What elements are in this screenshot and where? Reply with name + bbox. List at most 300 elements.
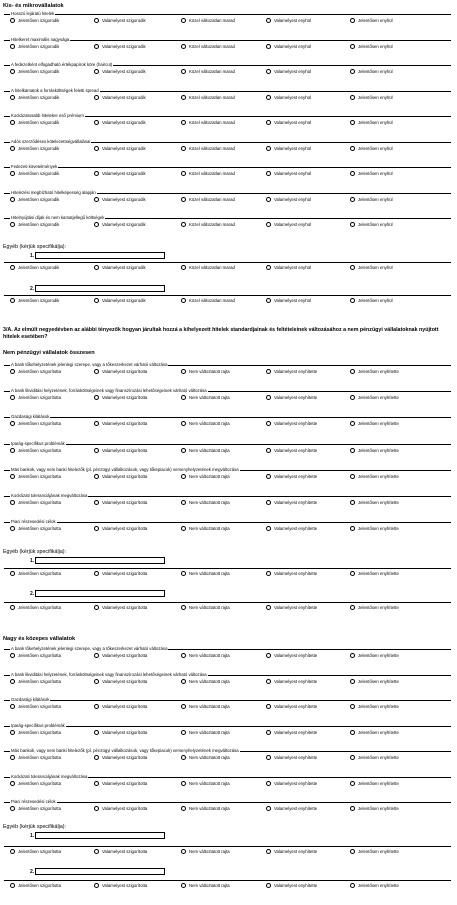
small-item-4-option-3[interactable] xyxy=(181,95,235,100)
small-item-7-option-5[interactable] xyxy=(350,171,393,176)
small-item-2-option-1[interactable] xyxy=(10,44,59,49)
radio-button-icon[interactable] xyxy=(10,883,15,888)
small-item-8-option-3[interactable] xyxy=(181,197,235,202)
nonfin-item-6-option-2[interactable] xyxy=(94,500,147,505)
radio-button-icon[interactable] xyxy=(350,448,355,453)
small-item-9-option-4[interactable] xyxy=(266,222,311,227)
large-item-4-option-4[interactable] xyxy=(266,730,317,735)
large-other-input-2[interactable] xyxy=(35,868,165,875)
radio-button-icon[interactable] xyxy=(266,883,271,888)
small-item-7-option-3[interactable] xyxy=(181,171,235,176)
small-item-9-option-5[interactable] xyxy=(350,222,393,227)
other-row-5-option-2[interactable] xyxy=(94,849,147,854)
nonfin-item-2-option-2[interactable] xyxy=(94,395,147,400)
large-item-2-option-4[interactable] xyxy=(266,679,317,684)
nonfin-item-1-option-4[interactable] xyxy=(266,369,317,374)
radio-button-icon[interactable] xyxy=(10,421,15,426)
radio-button-icon[interactable] xyxy=(350,474,355,479)
radio-button-icon[interactable] xyxy=(10,571,15,576)
radio-button-icon[interactable] xyxy=(266,421,271,426)
radio-button-icon[interactable] xyxy=(350,883,355,888)
radio-button-icon[interactable] xyxy=(266,369,271,374)
radio-button-icon[interactable] xyxy=(181,806,186,811)
radio-button-icon[interactable] xyxy=(10,146,15,151)
radio-button-icon[interactable] xyxy=(266,605,271,610)
small-item-5-option-4[interactable] xyxy=(266,120,311,125)
large-item-6-option-2[interactable] xyxy=(94,781,147,786)
nonfin-item-2-option-3[interactable] xyxy=(181,395,230,400)
group-divider xyxy=(4,522,451,523)
radio-button-icon[interactable] xyxy=(181,730,186,735)
radio-button-icon[interactable] xyxy=(350,526,355,531)
nonfin-item-4-option-1[interactable] xyxy=(10,448,61,453)
large-item-4-option-5[interactable] xyxy=(350,730,399,735)
nonfin-item-2-option-4[interactable] xyxy=(266,395,317,400)
nonfin-item-1-option-3[interactable] xyxy=(181,369,230,374)
radio-button-icon[interactable] xyxy=(266,781,271,786)
other-row-4-option-2[interactable] xyxy=(94,605,147,610)
radio-button-icon[interactable] xyxy=(94,146,99,151)
radio-button-icon[interactable] xyxy=(94,44,99,49)
small-item-1-option-4[interactable] xyxy=(266,18,311,23)
small-item-6-option-5[interactable] xyxy=(350,146,393,151)
other-row-1-option-5[interactable] xyxy=(350,265,393,270)
radio-button-icon[interactable] xyxy=(266,806,271,811)
nonfin-item-3-option-4[interactable] xyxy=(266,421,317,426)
radio-button-icon[interactable] xyxy=(350,197,355,202)
nonfin-item-6-option-1[interactable] xyxy=(10,500,61,505)
radio-button-icon[interactable] xyxy=(266,265,271,270)
nonfin-item-5-option-3[interactable] xyxy=(181,474,230,479)
nonfin-item-5-option-5[interactable] xyxy=(350,474,399,479)
small-item-6-option-1[interactable] xyxy=(10,146,59,151)
radio-button-icon[interactable] xyxy=(181,171,186,176)
option-label: Jelentősen szigorította xyxy=(18,369,61,374)
radio-button-icon[interactable] xyxy=(181,146,186,151)
small-item-2-option-4[interactable] xyxy=(266,44,311,49)
radio-button-icon[interactable] xyxy=(181,197,186,202)
option-label: Jelentősen szigorította xyxy=(18,526,61,532)
radio-button-icon[interactable] xyxy=(10,222,15,227)
nonfin-item-4-option-5[interactable] xyxy=(350,448,399,453)
other-row-5-option-5[interactable] xyxy=(350,849,399,854)
radio-button-icon[interactable] xyxy=(94,120,99,125)
other-row-6-option-4[interactable] xyxy=(266,883,317,888)
other-row-5-option-4[interactable] xyxy=(266,849,317,854)
small-item-8-option-4[interactable] xyxy=(266,197,311,202)
radio-button-icon[interactable] xyxy=(266,146,271,151)
large-item-5-option-3[interactable] xyxy=(181,755,230,760)
large-item-5-option-5[interactable] xyxy=(350,755,399,760)
large-item-4-option-2[interactable] xyxy=(94,730,147,735)
radio-button-icon[interactable] xyxy=(181,95,186,100)
radio-button-icon[interactable] xyxy=(181,679,186,684)
radio-button-icon[interactable] xyxy=(350,704,355,709)
nonfin-item-7-option-3[interactable] xyxy=(181,526,230,531)
radio-button-icon[interactable] xyxy=(181,653,186,658)
other-row-6-option-3[interactable] xyxy=(181,883,230,888)
other-row-1-option-3[interactable] xyxy=(181,265,235,270)
radio-button-icon[interactable] xyxy=(181,395,186,400)
radio-button-icon[interactable] xyxy=(10,679,15,684)
radio-button-icon[interactable] xyxy=(94,265,99,270)
radio-button-icon[interactable] xyxy=(94,500,99,505)
radio-button-icon[interactable] xyxy=(10,605,15,610)
radio-button-icon[interactable] xyxy=(94,755,99,760)
other-row-2-option-2[interactable] xyxy=(94,298,146,303)
small-item-4-option-5[interactable] xyxy=(350,95,393,100)
large-item-7-option-3[interactable] xyxy=(181,806,230,811)
other-specify-input-2[interactable] xyxy=(35,285,165,292)
radio-button-icon[interactable] xyxy=(350,298,355,303)
small-item-3-option-1[interactable] xyxy=(10,69,59,74)
nonfin-item-7-option-2[interactable] xyxy=(94,526,147,531)
radio-button-icon[interactable] xyxy=(350,222,355,227)
radio-button-icon[interactable] xyxy=(94,171,99,176)
small-item-3-option-4[interactable] xyxy=(266,69,311,74)
radio-button-icon[interactable] xyxy=(10,849,15,854)
radio-button-icon[interactable] xyxy=(350,849,355,854)
other-row-1-option-2[interactable] xyxy=(94,265,146,270)
option-label: Nem változtatott rajta xyxy=(189,704,230,709)
radio-button-icon[interactable] xyxy=(350,781,355,786)
radio-button-icon[interactable] xyxy=(266,18,271,23)
radio-button-icon[interactable] xyxy=(94,781,99,786)
small-item-3-option-2[interactable] xyxy=(94,69,146,74)
radio-button-icon[interactable] xyxy=(350,679,355,684)
radio-button-icon[interactable] xyxy=(10,171,15,176)
small-item-5-option-3[interactable] xyxy=(181,120,235,125)
nonfin-item-3-option-1[interactable] xyxy=(10,421,61,426)
radio-button-icon[interactable] xyxy=(94,679,99,684)
radio-button-icon[interactable] xyxy=(181,849,186,854)
radio-button-icon[interactable] xyxy=(181,298,186,303)
radio-button-icon[interactable] xyxy=(350,730,355,735)
small-item-4-option-4[interactable] xyxy=(266,95,311,100)
radio-button-icon[interactable] xyxy=(94,197,99,202)
radio-button-icon[interactable] xyxy=(10,44,15,49)
large-item-6-option-1[interactable] xyxy=(10,781,61,786)
nonfin-item-1-option-1[interactable] xyxy=(10,369,61,374)
small-item-4-option-1[interactable] xyxy=(10,95,59,100)
other-row-3-option-2[interactable] xyxy=(94,571,147,576)
large-other-input-1[interactable] xyxy=(35,832,165,839)
radio-button-icon[interactable] xyxy=(94,653,99,658)
radio-button-icon[interactable] xyxy=(94,730,99,735)
radio-button-icon[interactable] xyxy=(10,730,15,735)
large-item-5-option-1[interactable] xyxy=(10,755,61,760)
radio-button-icon[interactable] xyxy=(350,605,355,610)
radio-button-icon[interactable] xyxy=(266,755,271,760)
other-row-4-option-4[interactable] xyxy=(266,605,317,610)
radio-button-icon[interactable] xyxy=(94,571,99,576)
radio-button-icon[interactable] xyxy=(10,120,15,125)
radio-button-icon[interactable] xyxy=(94,69,99,74)
radio-button-icon[interactable] xyxy=(181,222,186,227)
radio-button-icon[interactable] xyxy=(350,18,355,23)
small-item-6-option-3[interactable] xyxy=(181,146,235,151)
radio-button-icon[interactable] xyxy=(181,571,186,576)
radio-button-icon[interactable] xyxy=(10,448,15,453)
radio-button-icon[interactable] xyxy=(181,755,186,760)
small-item-7-option-1[interactable] xyxy=(10,171,59,176)
radio-button-icon[interactable] xyxy=(94,448,99,453)
radio-button-icon[interactable] xyxy=(266,44,271,49)
small-item-5-option-5[interactable] xyxy=(350,120,393,125)
other-row-3-option-3[interactable] xyxy=(181,571,230,576)
other-row-3-option-4[interactable] xyxy=(266,571,317,576)
large-item-4-option-1[interactable] xyxy=(10,730,61,735)
small-item-1-option-2[interactable] xyxy=(94,18,146,23)
radio-button-icon[interactable] xyxy=(10,69,15,74)
small-item-7-option-2[interactable] xyxy=(94,171,146,176)
radio-button-icon[interactable] xyxy=(94,395,99,400)
large-item-1-option-4[interactable] xyxy=(266,653,317,658)
radio-button-icon[interactable] xyxy=(94,421,99,426)
large-item-3-option-3[interactable] xyxy=(181,704,230,709)
other-row-4-option-3[interactable] xyxy=(181,605,230,610)
radio-button-icon[interactable] xyxy=(266,197,271,202)
nonfin-item-1-option-5[interactable] xyxy=(350,369,399,374)
large-item-6-option-3[interactable] xyxy=(181,781,230,786)
radio-button-icon[interactable] xyxy=(181,448,186,453)
large-item-7-option-5[interactable] xyxy=(350,806,399,811)
radio-button-icon[interactable] xyxy=(266,679,271,684)
radio-button-icon[interactable] xyxy=(94,298,99,303)
large-item-3-option-1[interactable] xyxy=(10,704,61,709)
radio-button-icon[interactable] xyxy=(94,222,99,227)
nonfin-other-input-1[interactable] xyxy=(35,557,165,564)
nonfin-item-7-option-1[interactable] xyxy=(10,526,61,531)
small-item-2-option-3[interactable] xyxy=(181,44,235,49)
radio-button-icon[interactable] xyxy=(94,95,99,100)
radio-button-icon[interactable] xyxy=(266,704,271,709)
radio-button-icon[interactable] xyxy=(94,849,99,854)
other-row-2-option-5[interactable] xyxy=(350,298,393,303)
radio-button-icon[interactable] xyxy=(10,781,15,786)
radio-button-icon[interactable] xyxy=(10,806,15,811)
other-row-5-option-1[interactable] xyxy=(10,849,61,854)
radio-button-icon[interactable] xyxy=(181,474,186,479)
other-row-1-option-1[interactable] xyxy=(10,265,59,270)
radio-button-icon[interactable] xyxy=(350,395,355,400)
radio-button-icon[interactable] xyxy=(181,500,186,505)
radio-button-icon[interactable] xyxy=(10,395,15,400)
radio-button-icon[interactable] xyxy=(181,44,186,49)
small-item-3-option-3[interactable] xyxy=(181,69,235,74)
radio-button-icon[interactable] xyxy=(350,146,355,151)
radio-button-icon[interactable] xyxy=(10,526,15,531)
radio-button-icon[interactable] xyxy=(350,369,355,374)
radio-button-icon[interactable] xyxy=(10,755,15,760)
other-row-6-option-2[interactable] xyxy=(94,883,147,888)
small-item-1-option-5[interactable] xyxy=(350,18,393,23)
radio-button-icon[interactable] xyxy=(266,500,271,505)
radio-button-icon[interactable] xyxy=(350,120,355,125)
small-item-8-option-2[interactable] xyxy=(94,197,146,202)
nonfin-item-2-option-1[interactable] xyxy=(10,395,61,400)
nonfin-item-7-option-5[interactable] xyxy=(350,526,399,531)
nonfin-item-3-option-3[interactable] xyxy=(181,421,230,426)
large-item-6-option-5[interactable] xyxy=(350,781,399,786)
other-row-2-option-3[interactable] xyxy=(181,298,235,303)
radio-button-icon[interactable] xyxy=(10,653,15,658)
small-item-5-option-1[interactable] xyxy=(10,120,59,125)
other-row-6-option-5[interactable] xyxy=(350,883,399,888)
radio-button-icon[interactable] xyxy=(181,883,186,888)
small-item-2-option-5[interactable] xyxy=(350,44,393,49)
radio-button-icon[interactable] xyxy=(94,704,99,709)
radio-button-icon[interactable] xyxy=(181,120,186,125)
radio-button-icon[interactable] xyxy=(350,44,355,49)
radio-button-icon[interactable] xyxy=(181,265,186,270)
large-item-1-option-1[interactable] xyxy=(10,653,61,658)
radio-button-icon[interactable] xyxy=(94,883,99,888)
other-row-5-option-3[interactable] xyxy=(181,849,230,854)
small-item-2-option-2[interactable] xyxy=(94,44,146,49)
radio-button-icon[interactable] xyxy=(94,526,99,531)
other-row-6-option-1[interactable] xyxy=(10,883,61,888)
nonfin-item-1-option-2[interactable] xyxy=(94,369,147,374)
large-item-4-option-3[interactable] xyxy=(181,730,230,735)
radio-button-icon[interactable] xyxy=(94,474,99,479)
radio-button-icon[interactable] xyxy=(266,69,271,74)
nonfin-item-4-option-3[interactable] xyxy=(181,448,230,453)
radio-button-icon[interactable] xyxy=(350,653,355,658)
large-item-2-option-1[interactable] xyxy=(10,679,61,684)
radio-button-icon[interactable] xyxy=(94,369,99,374)
small-item-9-option-1[interactable] xyxy=(10,222,59,227)
radio-button-icon[interactable] xyxy=(266,95,271,100)
radio-button-icon[interactable] xyxy=(10,704,15,709)
small-item-5-option-2[interactable] xyxy=(94,120,146,125)
radio-button-icon[interactable] xyxy=(350,421,355,426)
large-item-7-option-4[interactable] xyxy=(266,806,317,811)
large-item-1-option-3[interactable] xyxy=(181,653,230,658)
radio-button-icon[interactable] xyxy=(10,95,15,100)
large-item-1-option-5[interactable] xyxy=(350,653,399,658)
radio-button-icon[interactable] xyxy=(181,18,186,23)
large-item-7-option-1[interactable] xyxy=(10,806,61,811)
small-item-8-option-1[interactable] xyxy=(10,197,59,202)
radio-button-icon[interactable] xyxy=(10,265,15,270)
radio-button-icon[interactable] xyxy=(266,298,271,303)
nonfin-item-6-option-3[interactable] xyxy=(181,500,230,505)
large-item-2-option-5[interactable] xyxy=(350,679,399,684)
other-row-3-option-5[interactable] xyxy=(350,571,399,576)
radio-button-icon[interactable] xyxy=(350,69,355,74)
radio-button-icon[interactable] xyxy=(94,806,99,811)
radio-button-icon[interactable] xyxy=(266,222,271,227)
radio-button-icon[interactable] xyxy=(181,421,186,426)
small-item-7-option-4[interactable] xyxy=(266,171,311,176)
nonfin-item-6-option-4[interactable] xyxy=(266,500,317,505)
large-item-1-option-2[interactable] xyxy=(94,653,147,658)
nonfin-item-4-option-2[interactable] xyxy=(94,448,147,453)
large-item-2-option-2[interactable] xyxy=(94,679,147,684)
nonfin-item-4-option-4[interactable] xyxy=(266,448,317,453)
radio-button-icon[interactable] xyxy=(350,95,355,100)
nonfin-item-5-option-4[interactable] xyxy=(266,474,317,479)
nonfin-item-3-option-5[interactable] xyxy=(350,421,399,426)
radio-button-icon[interactable] xyxy=(266,474,271,479)
radio-button-icon[interactable] xyxy=(350,755,355,760)
radio-button-icon[interactable] xyxy=(181,526,186,531)
nonfin-other-input-2[interactable] xyxy=(35,590,165,597)
radio-button-icon[interactable] xyxy=(181,605,186,610)
radio-button-icon[interactable] xyxy=(266,171,271,176)
small-item-6-option-4[interactable] xyxy=(266,146,311,151)
radio-button-icon[interactable] xyxy=(350,571,355,576)
small-item-8-option-5[interactable] xyxy=(350,197,393,202)
other-specify-input-1[interactable] xyxy=(35,252,165,259)
radio-button-icon[interactable] xyxy=(10,18,15,23)
radio-button-icon[interactable] xyxy=(10,500,15,505)
large-item-2-option-3[interactable] xyxy=(181,679,230,684)
radio-button-icon[interactable] xyxy=(181,704,186,709)
other-row-2-option-1[interactable] xyxy=(10,298,59,303)
large-item-5-option-2[interactable] xyxy=(94,755,147,760)
large-item-3-option-4[interactable] xyxy=(266,704,317,709)
large-item-6-option-4[interactable] xyxy=(266,781,317,786)
small-item-1-option-3[interactable] xyxy=(181,18,235,23)
radio-button-icon[interactable] xyxy=(266,448,271,453)
other-row-4-option-1[interactable] xyxy=(10,605,61,610)
large-item-5-option-4[interactable] xyxy=(266,755,317,760)
radio-button-icon[interactable] xyxy=(10,298,15,303)
radio-button-icon[interactable] xyxy=(350,500,355,505)
other-row-4-option-5[interactable] xyxy=(350,605,399,610)
nonfin-item-2-option-5[interactable] xyxy=(350,395,399,400)
radio-button-icon[interactable] xyxy=(266,571,271,576)
large-item-3-option-5[interactable] xyxy=(350,704,399,709)
small-item-4-option-2[interactable] xyxy=(94,95,146,100)
radio-button-icon[interactable] xyxy=(94,605,99,610)
small-item-6-option-2[interactable] xyxy=(94,146,146,151)
radio-button-icon[interactable] xyxy=(94,18,99,23)
large-item-7-option-2[interactable] xyxy=(94,806,147,811)
small-item-1-option-1[interactable] xyxy=(10,18,59,23)
other-row-3-option-1[interactable] xyxy=(10,571,61,576)
small-item-3-option-5[interactable] xyxy=(350,69,393,74)
radio-button-icon[interactable] xyxy=(266,849,271,854)
radio-button-icon[interactable] xyxy=(350,265,355,270)
radio-button-icon[interactable] xyxy=(266,120,271,125)
radio-button-icon[interactable] xyxy=(266,653,271,658)
radio-button-icon[interactable] xyxy=(350,171,355,176)
radio-button-icon[interactable] xyxy=(10,369,15,374)
other-row-1-option-4[interactable] xyxy=(266,265,311,270)
radio-button-icon[interactable] xyxy=(266,526,271,531)
large-item-3-option-2[interactable] xyxy=(94,704,147,709)
nonfin-item-6-option-5[interactable] xyxy=(350,500,399,505)
nonfin-item-7-option-4[interactable] xyxy=(266,526,317,531)
radio-button-icon[interactable] xyxy=(266,395,271,400)
radio-button-icon[interactable] xyxy=(181,69,186,74)
nonfin-item-5-option-1[interactable] xyxy=(10,474,61,479)
radio-button-icon[interactable] xyxy=(10,474,15,479)
radio-button-icon[interactable] xyxy=(181,369,186,374)
nonfin-item-3-option-2[interactable] xyxy=(94,421,147,426)
radio-button-icon[interactable] xyxy=(181,781,186,786)
small-item-9-option-3[interactable] xyxy=(181,222,235,227)
nonfin-item-5-option-2[interactable] xyxy=(94,474,147,479)
other-row-2-option-4[interactable] xyxy=(266,298,311,303)
radio-button-icon[interactable] xyxy=(350,806,355,811)
radio-button-icon[interactable] xyxy=(10,197,15,202)
radio-button-icon[interactable] xyxy=(266,730,271,735)
small-item-9-option-2[interactable] xyxy=(94,222,146,227)
